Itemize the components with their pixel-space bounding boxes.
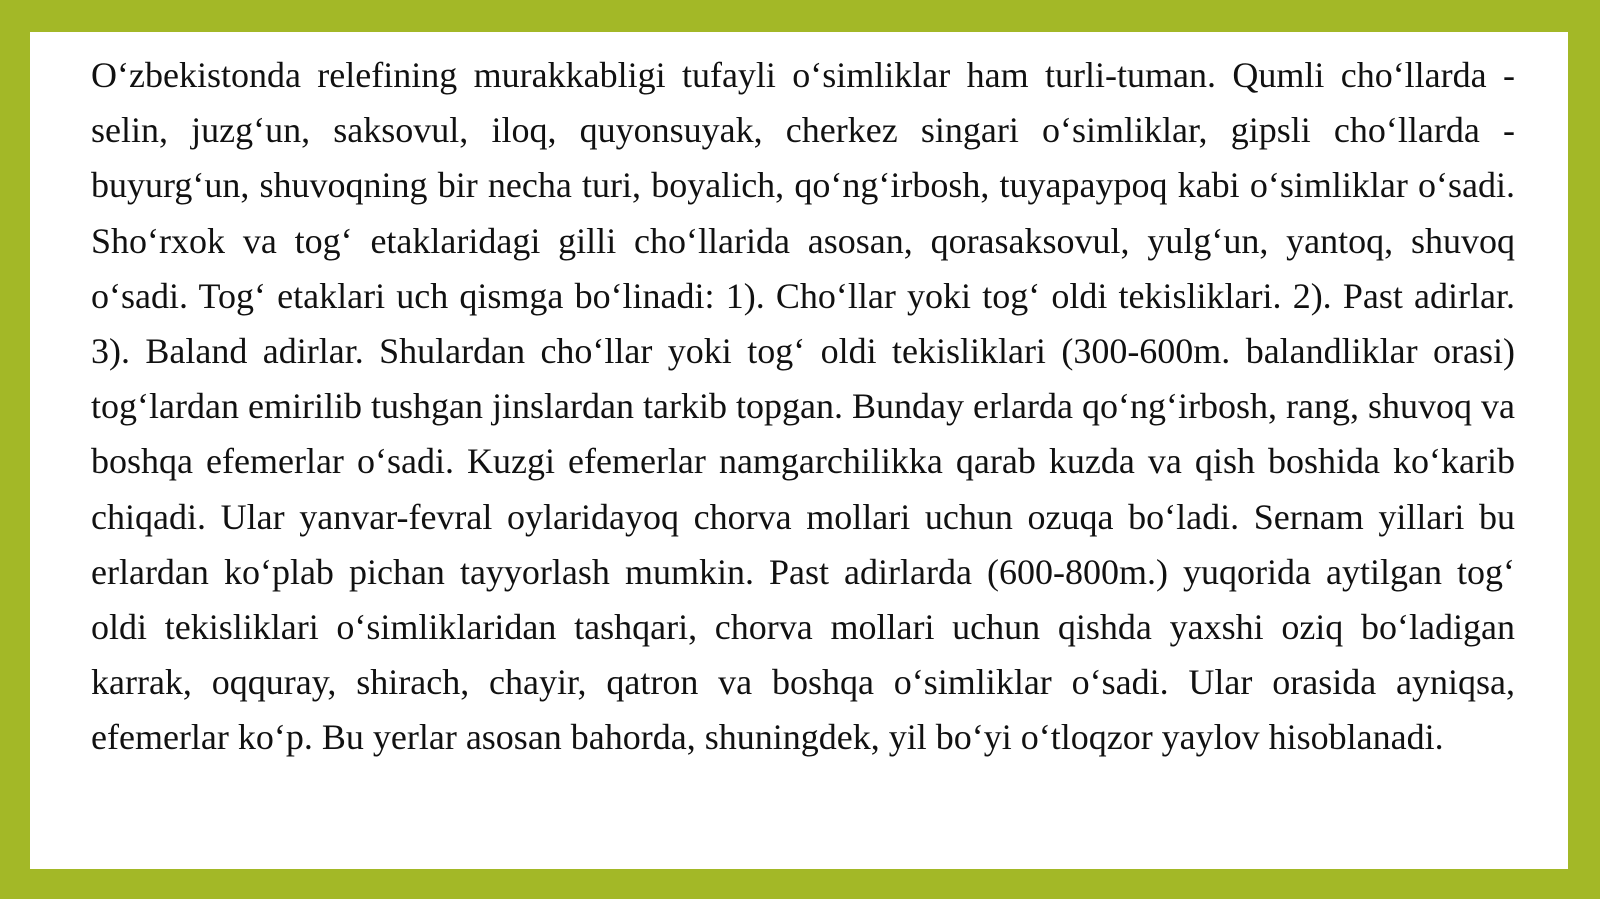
- content-panel: [30, 32, 1568, 869]
- body-paragraph: O‘zbekistonda relefining murakkabligi tufayli o‘simliklar ham turli-tuman. Qumli cho‘llarda - selin, juzg‘un, saksovul, iloq, quyonsuyak, cherkez singari o‘simliklar, gipsli cho‘llarda - buyurg‘un, shuvoqning bir necha turi, boyalich, qo‘ng‘irbosh, tuyapaypoq kabi o‘simliklar o‘sadi. Sho‘rxok va tog‘ etaklaridagi gilli cho‘llarida asosan, qorasaksovul, yulg‘un, yantoq, shuvoq o‘sadi. Tog‘ etaklari uch qismga bo‘linadi: 1). Cho‘llar yoki tog‘ oldi tekisliklari. 2). Past adirlar. 3). Baland adirlar. Shulardan cho‘llar yoki tog‘ oldi tekisliklari (300-600m. balandliklar orasi) tog‘lardan emirilib tushgan jinslardan tarkib topgan. Bunday erlarda qo‘ng‘irbosh, rang, shuvoq va boshqa efemerlar o‘sadi. Kuzgi efemerlar namgarchilikka qarab kuzda va qish boshida ko‘karib chiqadi. Ular yanvar-fevral oylaridayoq chorva mollari uchun ozuqa bo‘ladi. Sernam yillari bu erlardan ko‘plab pichan tayyorlash mumkin. Past adirlarda (600-800m.) yuqorida aytilgan tog‘ oldi tekisliklari o‘simliklaridan tashqari, chorva mollari uchun qishda yaxshi oziq bo‘ladigan karrak, oqquray, shirach, chayir, qatron va boshqa o‘simliklar o‘sadi. Ular orasida ayniqsa, efemerlar ko‘p. Bu yerlar asosan bahorda, shuningdek, yil bo‘yi o‘tloqzor yaylov hisoblanadi.: [91, 55, 1515, 758]
